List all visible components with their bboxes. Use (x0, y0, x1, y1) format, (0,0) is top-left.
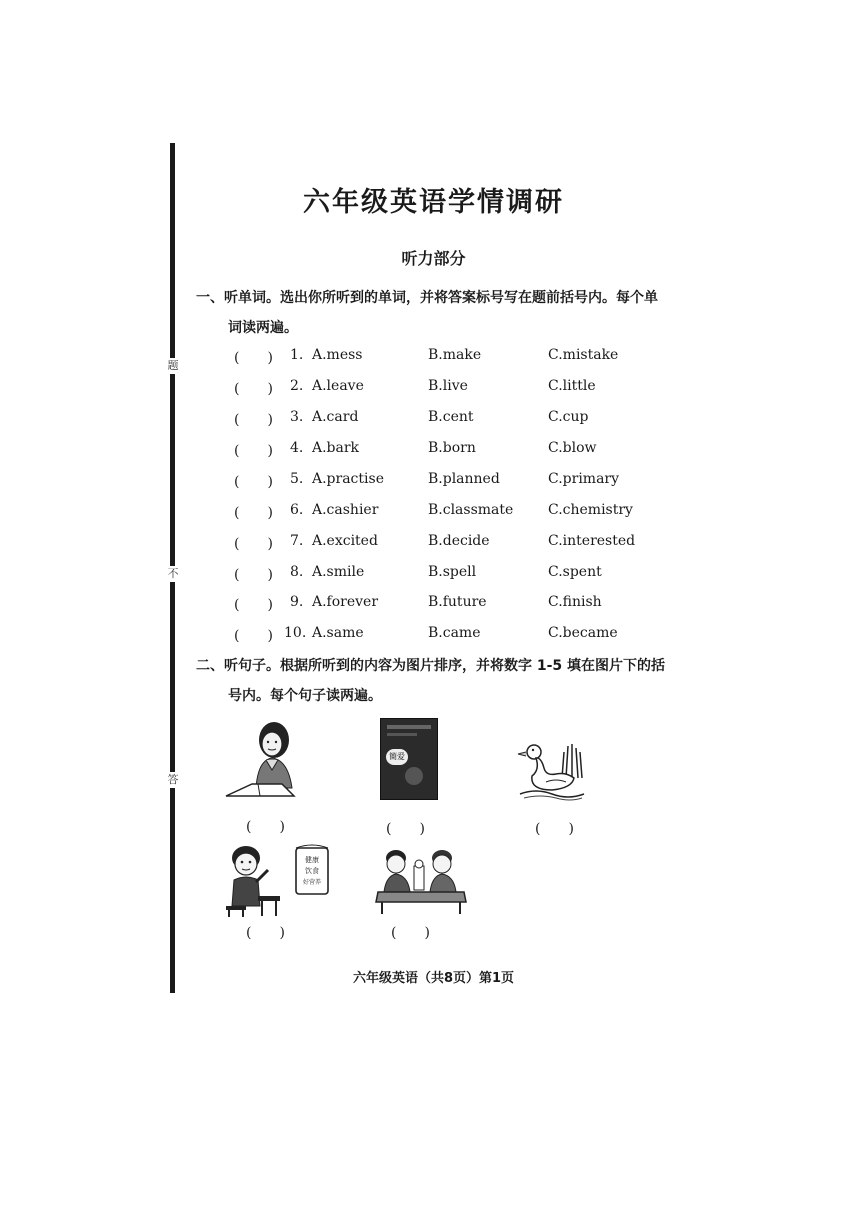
answer-blank[interactable]: ( ) (234, 474, 273, 490)
question-number: 6. (290, 502, 304, 518)
question-row (234, 471, 654, 493)
answer-blank[interactable]: ( ) (234, 350, 273, 366)
answer-blank[interactable]: ( ) (234, 381, 273, 397)
question-number: 10. (284, 625, 307, 641)
option-a[interactable]: A.leave (312, 378, 364, 394)
page-footer: 六年级英语（共8页）第1页 (352, 971, 515, 986)
question-row (234, 625, 654, 647)
answer-blank[interactable]: ( ) (234, 505, 273, 521)
question-number: 2. (290, 378, 304, 394)
question-row (234, 594, 654, 616)
picture-answer-blank[interactable]: ( ) (535, 821, 574, 837)
picture-answer-blank[interactable]: ( ) (246, 819, 285, 835)
question-row (234, 440, 654, 462)
option-c[interactable]: C.cup (548, 409, 589, 425)
option-b[interactable]: B.classmate (428, 502, 514, 518)
option-a[interactable]: A.cashier (312, 502, 379, 518)
section2-instruction-line2: 号内。每个句子读两遍。 (228, 688, 382, 704)
picture-answer-blank[interactable]: ( ) (391, 925, 430, 941)
sign-line-2: 饮食 (305, 867, 319, 875)
option-c[interactable]: C.blow (548, 440, 597, 456)
question-number: 7. (290, 533, 304, 549)
sign-line-3: 好营养 (302, 879, 322, 886)
binding-label: 答 (167, 773, 179, 786)
woman-reading-picture (222, 718, 302, 800)
question-row (234, 409, 654, 431)
option-b[interactable]: B.spell (428, 564, 477, 580)
option-c[interactable]: C.primary (548, 471, 620, 487)
book-title: 簡爱 (386, 749, 408, 765)
option-b[interactable]: B.future (428, 594, 487, 610)
question-number: 3. (290, 409, 304, 425)
answer-blank[interactable]: ( ) (234, 597, 273, 613)
section2-instruction-line1: 二、听句子。根据所听到的内容为图片排序，并将数字 1-5 填在图片下的括 (196, 658, 666, 674)
section-subtitle: 听力部分 (401, 249, 466, 268)
question-number: 1. (290, 347, 304, 363)
sign-line-1: 健康 (305, 856, 319, 864)
answer-blank[interactable]: ( ) (234, 536, 273, 552)
section1-instruction-line2: 词读两遍。 (228, 320, 298, 336)
picture-answer-blank[interactable]: ( ) (246, 925, 285, 941)
answer-blank[interactable]: ( ) (234, 443, 273, 459)
question-row (234, 378, 654, 400)
option-a[interactable]: A.mess (312, 347, 363, 363)
section1-instruction-line1: 一、听单词。选出你所听到的单词，并将答案标号写在题前括号内。每个单 (196, 290, 658, 306)
page-title: 六年级英语学情调研 (303, 187, 564, 218)
option-a[interactable]: A.card (312, 409, 359, 425)
question-number: 5. (290, 471, 304, 487)
duck-picture (516, 738, 588, 802)
option-b[interactable]: B.make (428, 347, 482, 363)
option-b[interactable]: B.came (428, 625, 481, 641)
option-b[interactable]: B.live (428, 378, 468, 394)
option-a[interactable]: A.practise (312, 471, 384, 487)
option-b[interactable]: B.planned (428, 471, 500, 487)
option-a[interactable]: A.smile (312, 564, 365, 580)
answer-blank[interactable]: ( ) (234, 567, 273, 583)
option-c[interactable]: C.mistake (548, 347, 619, 363)
option-b[interactable]: B.cent (428, 409, 474, 425)
option-a[interactable]: A.same (312, 625, 364, 641)
question-number: 4. (290, 440, 304, 456)
option-c[interactable]: C.finish (548, 594, 602, 610)
option-c[interactable]: C.interested (548, 533, 636, 549)
binding-label: 题 (167, 359, 179, 372)
question-row (234, 502, 654, 524)
answer-blank[interactable]: ( ) (234, 412, 273, 428)
binding-label: 不 (167, 567, 179, 580)
option-b[interactable]: B.decide (428, 533, 490, 549)
option-b[interactable]: B.born (428, 440, 476, 456)
option-c[interactable]: C.spent (548, 564, 602, 580)
question-row (234, 533, 654, 555)
answer-blank[interactable]: ( ) (234, 628, 273, 644)
question-number: 8. (290, 564, 304, 580)
question-number: 9. (290, 594, 304, 610)
picture-answer-blank[interactable]: ( ) (386, 821, 425, 837)
option-c[interactable]: C.chemistry (548, 502, 633, 518)
boy-pointing-picture (222, 840, 330, 918)
option-a[interactable]: A.bark (312, 440, 360, 456)
children-at-desk-picture (374, 846, 468, 916)
option-a[interactable]: A.forever (312, 594, 379, 610)
book-cover-picture (380, 718, 438, 800)
question-row (234, 564, 654, 586)
option-a[interactable]: A.excited (312, 533, 378, 549)
option-c[interactable]: C.little (548, 378, 596, 394)
question-row (234, 347, 654, 369)
option-c[interactable]: C.became (548, 625, 618, 641)
